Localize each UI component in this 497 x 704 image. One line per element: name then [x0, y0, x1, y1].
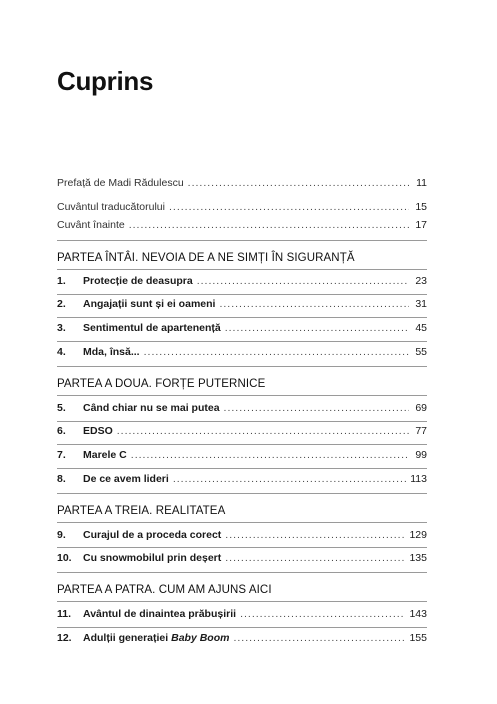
divider	[57, 395, 427, 396]
divider	[57, 627, 427, 628]
divider	[57, 444, 427, 445]
toc-chapter	[57, 552, 427, 565]
chapter-title: Angajații sunt și ei oameni	[83, 298, 216, 310]
dot-leader	[225, 529, 405, 542]
part-heading: PARTEA A DOUA. FORȚE PUTERNICE	[57, 378, 266, 390]
dot-leader	[129, 219, 409, 232]
dot-leader	[144, 346, 409, 359]
chapter-page: 155	[409, 632, 427, 644]
chapter-title: Când chiar nu se mai putea	[83, 402, 220, 414]
chapter-title-italic: Baby Boom	[171, 632, 230, 644]
chapter-number: 10.	[57, 552, 72, 564]
chapter-number: 12.	[57, 632, 72, 644]
toc-entry-page: 11	[416, 177, 427, 189]
chapter-title	[83, 632, 229, 645]
divider	[57, 601, 427, 602]
dot-leader	[225, 322, 409, 335]
chapter-page: 143	[409, 608, 427, 620]
dot-leader	[224, 402, 409, 415]
chapter-title-prefix: Adulții generației	[83, 632, 172, 644]
toc-entry-label: Prefață de Madi Rădulescu	[57, 177, 184, 189]
toc-entry-label: Cuvântul traducătorului	[57, 201, 165, 213]
chapter-title: De ce avem lideri	[83, 473, 169, 485]
toc-entry-translator	[57, 201, 427, 214]
chapter-page: 69	[415, 402, 427, 414]
chapter-number: 4.	[57, 346, 66, 358]
chapter-number: 8.	[57, 473, 66, 485]
chapter-number: 9.	[57, 529, 66, 541]
toc-chapter	[57, 275, 427, 288]
chapter-page: 113	[410, 473, 427, 485]
divider	[57, 468, 427, 469]
dot-leader	[225, 552, 405, 565]
toc-chapter	[57, 632, 427, 645]
dot-leader	[173, 473, 406, 486]
dot-leader	[131, 449, 409, 462]
divider	[57, 317, 427, 318]
chapter-page: 31	[415, 298, 427, 310]
chapter-number: 11.	[57, 608, 72, 620]
toc-chapter	[57, 608, 427, 621]
part-heading: PARTEA ÎNTÂI. NEVOIA DE A NE SIMȚI ÎN SIGURANȚĂ	[57, 252, 355, 264]
chapter-title: EDSO	[83, 425, 113, 437]
chapter-title: Marele C	[83, 449, 127, 461]
dot-leader	[188, 177, 409, 190]
chapter-title: Mda, însă...	[83, 346, 140, 358]
chapter-number: 1.	[57, 275, 66, 287]
chapter-page: 135	[409, 552, 427, 564]
chapter-title: Sentimentul de apartenență	[83, 322, 221, 334]
divider	[57, 341, 427, 342]
chapter-page: 77	[415, 425, 427, 437]
dot-leader	[197, 275, 409, 288]
chapter-page: 45	[415, 322, 427, 334]
toc-entry-preface	[57, 177, 427, 190]
chapter-number: 6.	[57, 425, 66, 437]
chapter-page: 55	[415, 346, 427, 358]
chapter-number: 3.	[57, 322, 66, 334]
toc-entry-label: Cuvânt înainte	[57, 219, 125, 231]
part-heading: PARTEA A PATRA. CUM AM AJUNS AICI	[57, 584, 272, 596]
toc-entry-page: 15	[415, 201, 427, 213]
dot-leader	[240, 608, 405, 621]
divider	[57, 522, 427, 523]
chapter-page: 129	[409, 529, 427, 541]
toc-chapter	[57, 529, 427, 542]
divider	[57, 572, 427, 573]
chapter-page: 23	[415, 275, 427, 287]
toc-chapter	[57, 449, 427, 462]
chapter-number: 7.	[57, 449, 66, 461]
toc-chapter	[57, 322, 427, 335]
divider	[57, 269, 427, 270]
part-heading: PARTEA A TREIA. REALITATEA	[57, 505, 226, 517]
toc-chapter	[57, 473, 427, 486]
divider	[57, 366, 427, 367]
dot-leader	[233, 632, 405, 645]
chapter-number: 5.	[57, 402, 66, 414]
chapter-title: Curajul de a proceda corect	[83, 529, 222, 541]
chapter-title: Avântul de dinaintea prăbușirii	[83, 608, 237, 620]
chapter-title: Protecție de deasupra	[83, 275, 193, 287]
dot-leader	[169, 201, 409, 214]
divider	[57, 547, 427, 548]
dot-leader	[117, 425, 409, 438]
chapter-page: 99	[415, 449, 427, 461]
page-title: Cuprins	[57, 66, 154, 96]
toc-chapter	[57, 346, 427, 359]
divider	[57, 421, 427, 422]
toc-entry-foreword	[57, 219, 427, 232]
toc-chapter	[57, 425, 427, 438]
divider	[57, 240, 427, 241]
toc-chapter	[57, 298, 427, 311]
divider	[57, 493, 427, 494]
toc-chapter	[57, 402, 427, 415]
toc-entry-page: 17	[415, 219, 427, 231]
chapter-title: Cu snowmobilul prin deșert	[83, 552, 222, 564]
dot-leader	[219, 298, 409, 311]
chapter-number: 2.	[57, 298, 66, 310]
divider	[57, 294, 427, 295]
